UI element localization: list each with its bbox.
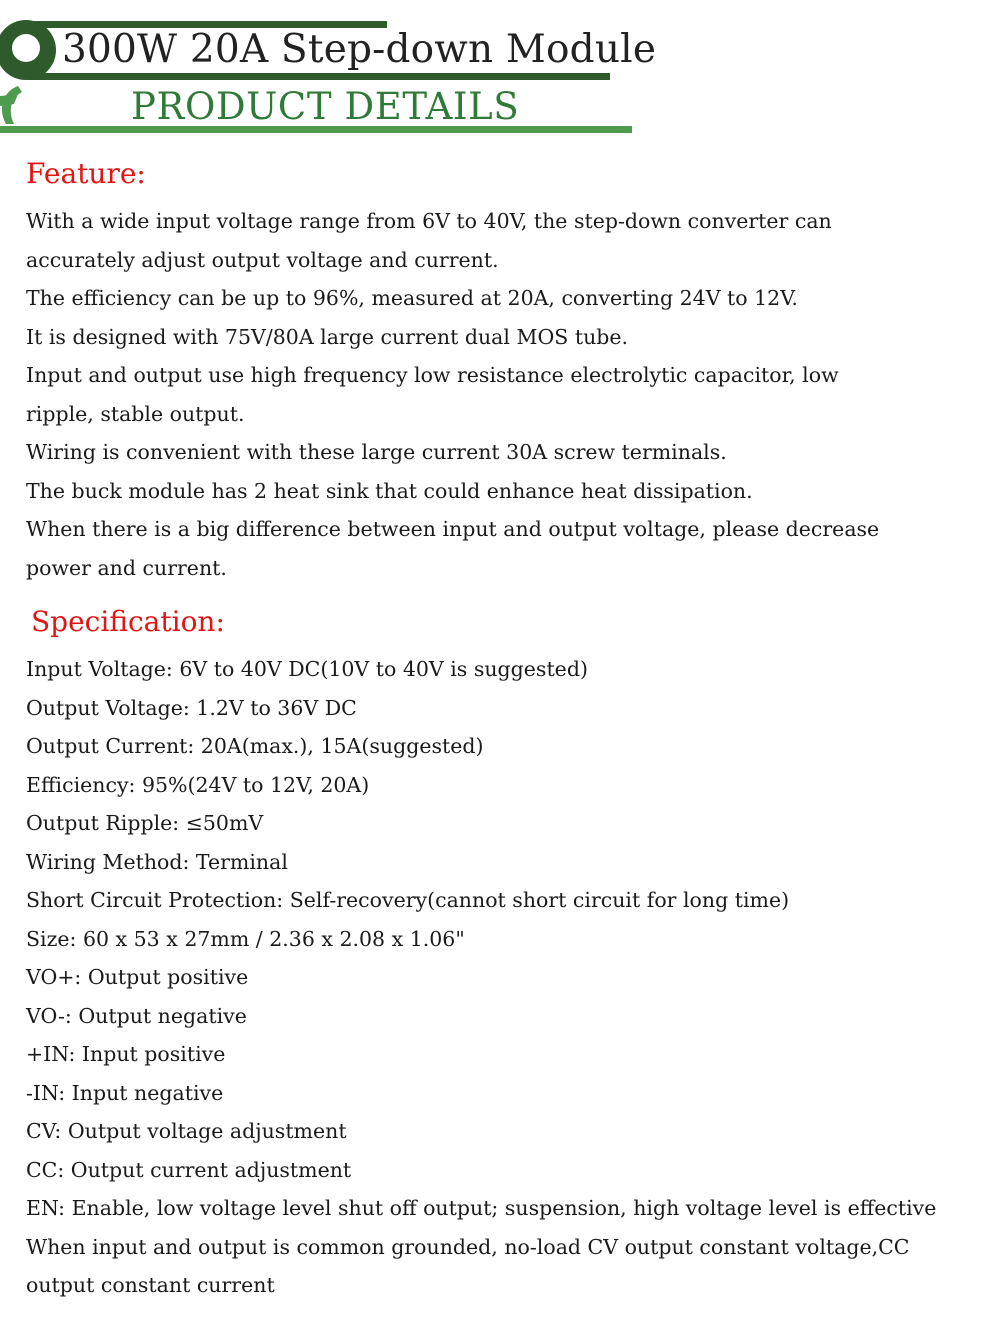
spec-line: Output Ripple: ≤50mV	[26, 811, 264, 835]
feature-line: ripple, stable output.	[26, 401, 245, 426]
feature-line: Wiring is convenient with these large current 30A screw terminals.	[26, 440, 727, 464]
page-title: 300W 20A Step-down Module	[62, 27, 657, 72]
spec-line: When input and output is common grounded, no-load CV output constant voltage,CC	[26, 1234, 910, 1259]
page-subtitle: PRODUCT DETAILS	[131, 85, 520, 128]
feature-line: The buck module has 2 heat sink that could enhance heat dissipation.	[26, 478, 753, 503]
spec-line: CV: Output voltage adjustment	[26, 1119, 347, 1143]
specification-heading: Specification:	[31, 605, 225, 638]
specification-list	[26, 650, 937, 1305]
spec-line: Wiring Method: Terminal	[26, 849, 288, 874]
spec-line: Size: 60 x 53 x 27mm / 2.36 x 2.08 x 1.06"	[26, 926, 465, 951]
spec-line: VO-: Output negative	[26, 1003, 247, 1028]
feature-line: The efficiency can be up to 96%, measured at 20A, converting 24V to 12V.	[26, 286, 798, 310]
feature-line: accurately adjust output voltage and current.	[26, 247, 499, 272]
spec-line: Short Circuit Protection: Self-recovery(cannot short circuit for long time)	[26, 888, 790, 912]
spec-line: +IN: Input positive	[26, 1042, 226, 1066]
spec-line: output constant current	[26, 1273, 275, 1297]
spec-line: CC: Output current adjustment	[26, 1157, 352, 1182]
spec-line: Input Voltage: 6V to 40V DC(10V to 40V is suggested)	[26, 657, 588, 681]
spec-line: Output Voltage: 1.2V to 36V DC	[26, 695, 357, 720]
feature-list	[26, 202, 926, 587]
feature-line: With a wide input voltage range from 6V to 40V, the step-down converter can	[26, 209, 832, 233]
spec-line: VO+: Output positive	[26, 965, 249, 989]
banner-title-underline	[28, 73, 610, 80]
spec-line: Output Current: 20A(max.), 15A(suggested)	[26, 734, 484, 758]
feature-line: It is designed with 75V/80A large current dual MOS tube.	[26, 324, 629, 349]
feature-heading: Feature:	[26, 157, 146, 190]
banner-ring-hole	[12, 34, 40, 62]
banner-hook-tail	[0, 94, 18, 106]
feature-line: power and current.	[26, 555, 227, 580]
header-banner	[0, 0, 1000, 140]
feature-line: When there is a big difference between input and output voltage, please decrease	[26, 517, 880, 541]
feature-line: Input and output use high frequency low resistance electrolytic capacitor, low	[26, 363, 839, 387]
spec-line: -IN: Input negative	[26, 1080, 224, 1105]
spec-line: Efficiency: 95%(24V to 12V, 20A)	[26, 772, 370, 797]
spec-line: EN: Enable, low voltage level shut off output; suspension, high voltage level is effective	[26, 1196, 937, 1220]
